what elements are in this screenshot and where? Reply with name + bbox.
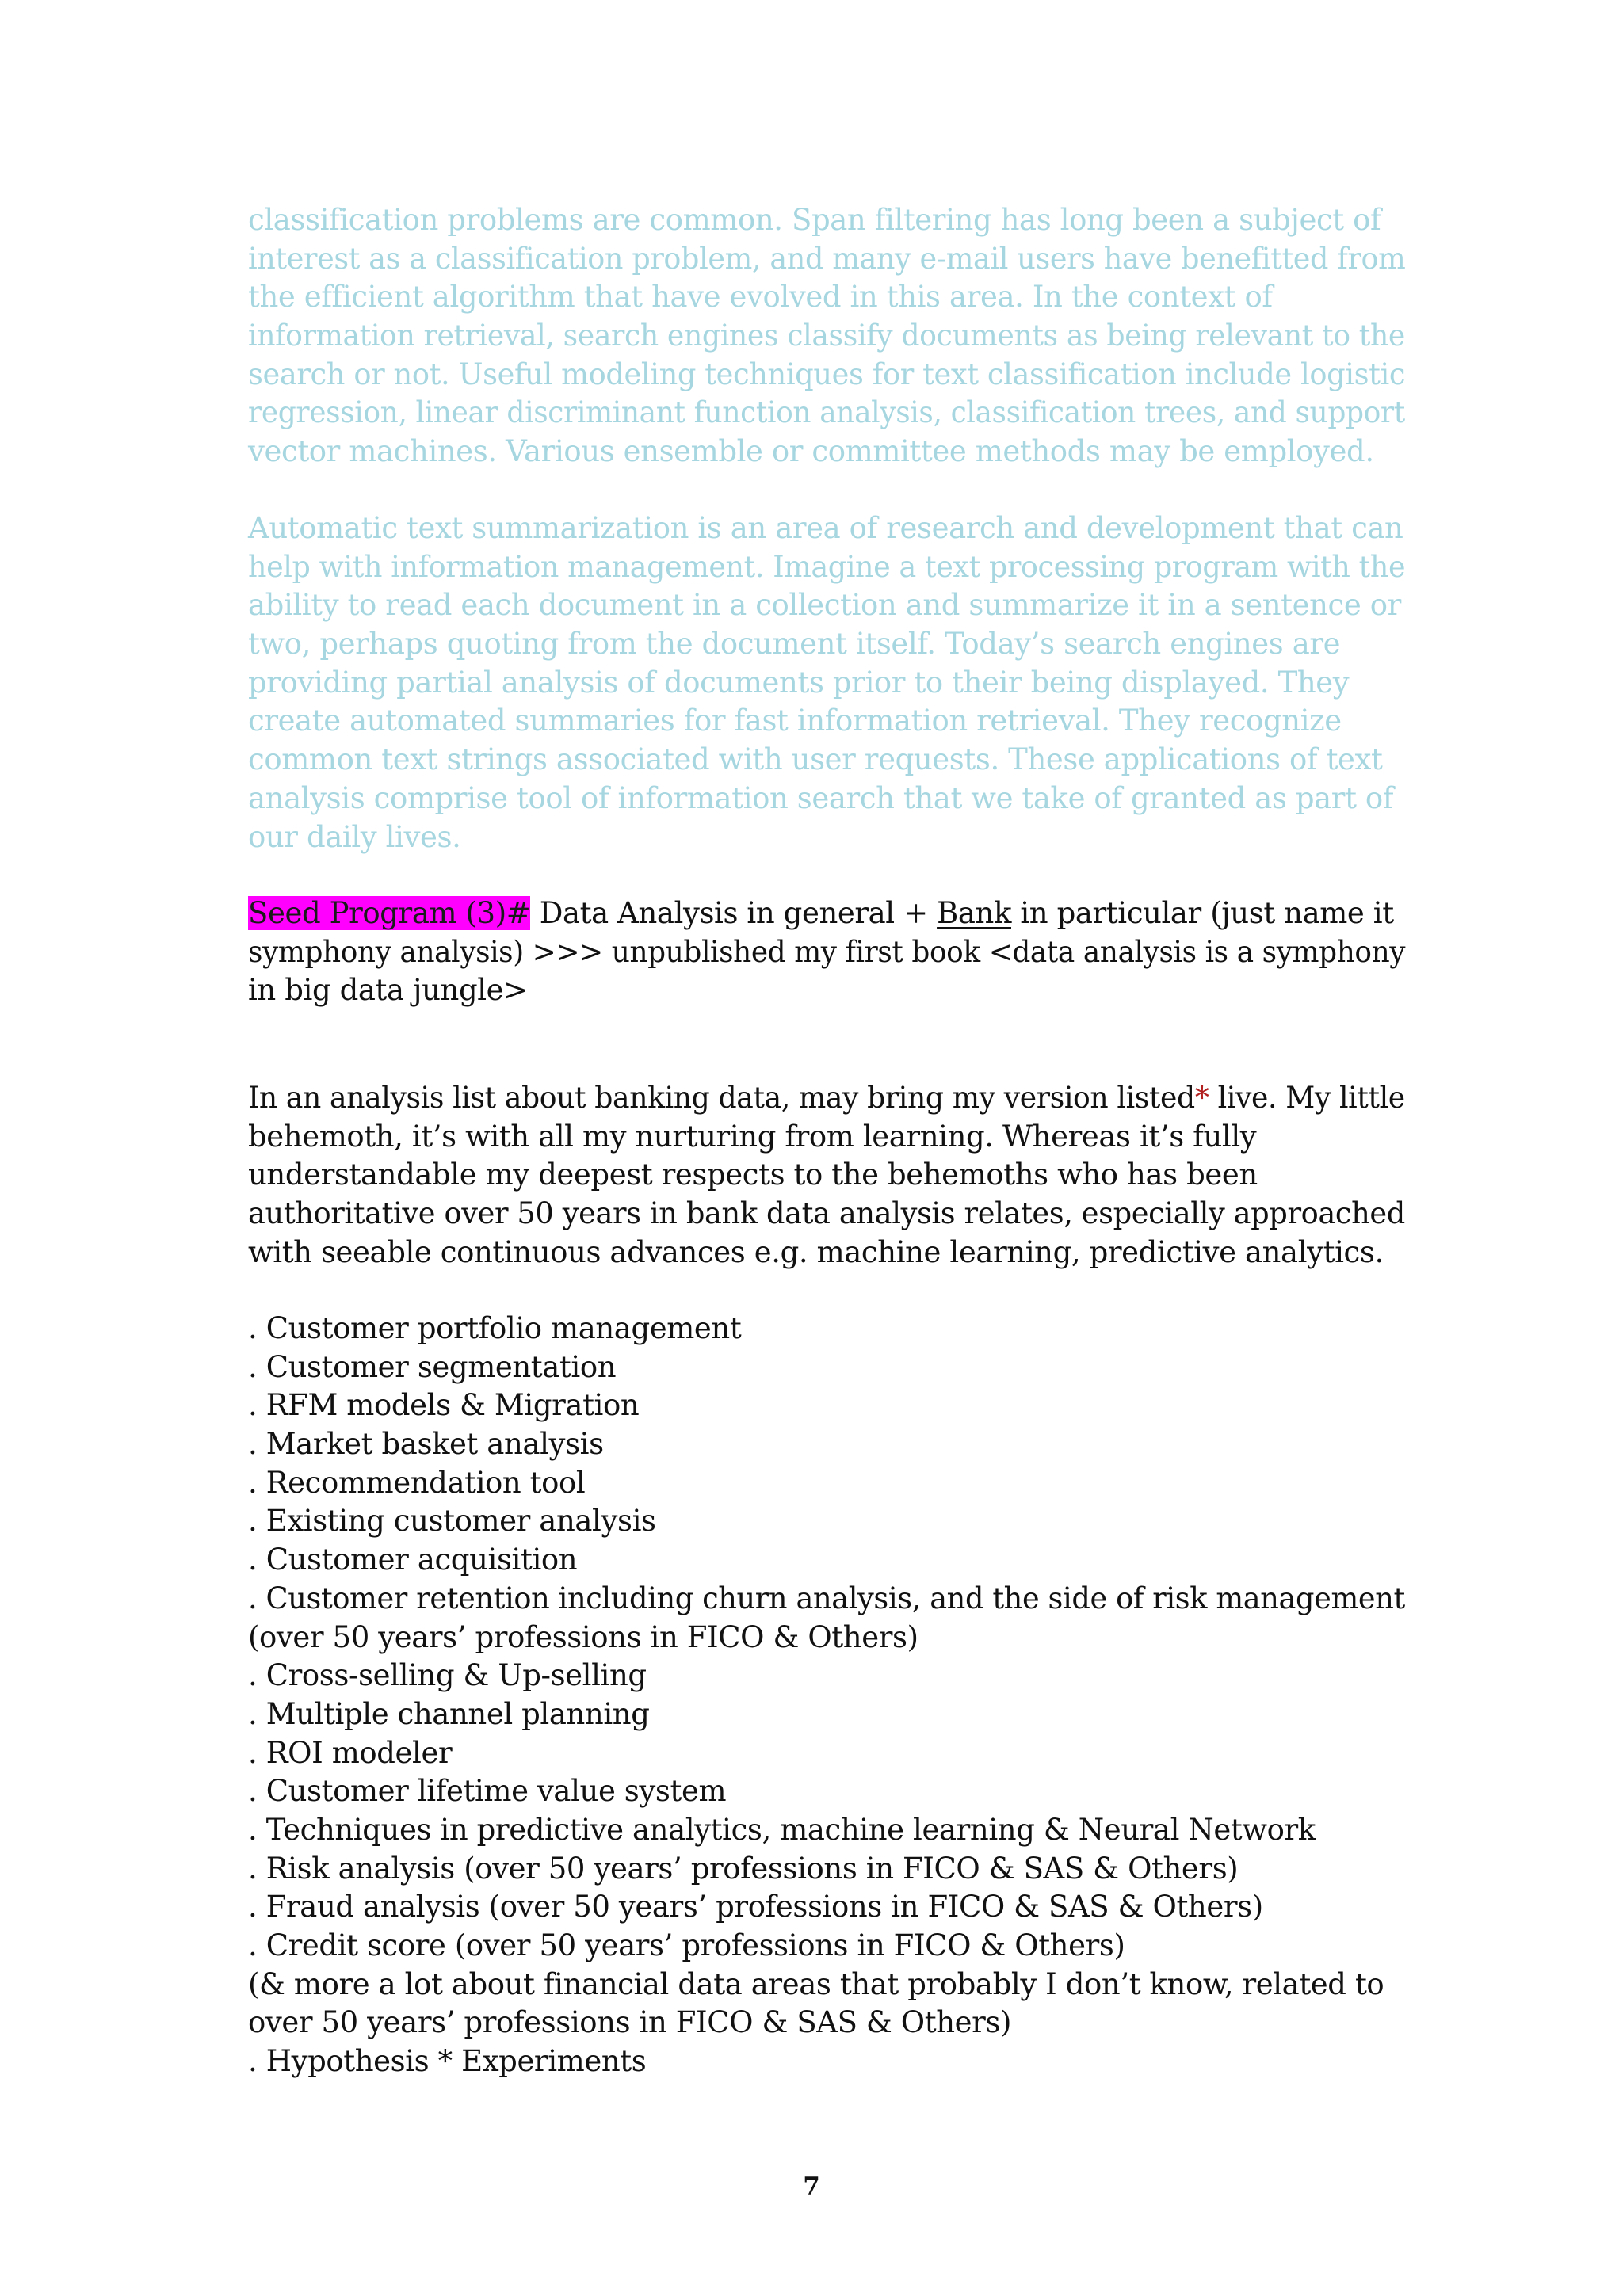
- seed-program-line: in big data jungle>: [248, 973, 528, 1008]
- list-item: . ROI modeler: [248, 1735, 453, 1770]
- seed-program-line: [248, 894, 1405, 933]
- intro-line: behemoth, it’s with all my nurturing from learning. Whereas it’s fully: [248, 1119, 1257, 1154]
- intro-line: authoritative over 50 years in bank data analysis relates, especially approached: [248, 1196, 1405, 1231]
- paragraph-line: create automated summaries for fast information retrieval. They recognize: [248, 704, 1342, 738]
- seed-program-text: Data Analysis in general +: [530, 896, 938, 930]
- list-item: . Customer segmentation: [248, 1349, 617, 1384]
- paragraph-line: information retrieval, search engines classify documents as being relevant to the: [248, 318, 1405, 353]
- paragraph-line: common text strings associated with user requests. These applications of text: [248, 742, 1383, 777]
- seed-program-line: symphony analysis) >>> unpublished my first book <data analysis is a symphony: [248, 934, 1406, 969]
- seed-program-paragraph: [248, 894, 1405, 1010]
- asterisk-mark: *: [1194, 1081, 1209, 1115]
- list-item: . Credit score (over 50 years’ professions in FICO & Others): [248, 1928, 1125, 1962]
- list-item: . Customer portfolio management: [248, 1311, 742, 1345]
- intro-line: [248, 1079, 1405, 1118]
- list-item: . Hypothesis * Experiments: [248, 2044, 647, 2079]
- page-number: 7: [803, 2172, 820, 2201]
- paragraph-line: providing partial analysis of documents prior to their being displayed. They: [248, 665, 1350, 700]
- paragraph-line: regression, linear discriminant function analysis, classification trees, and support: [248, 395, 1405, 430]
- paragraph-line: analysis comprise tool of information search that we take of granted as part of: [248, 780, 1394, 815]
- seed-program-highlight: Seed Program (3)#: [248, 896, 531, 930]
- paragraph-line: help with information management. Imagine a text processing program with the: [248, 549, 1406, 584]
- paragraph-line: the efficient algorithm that have evolved in this area. In the context of: [248, 280, 1273, 315]
- paragraph-line: two, perhaps quoting from the document itself. Today’s search engines are: [248, 627, 1341, 662]
- paragraph-line: search or not. Useful modeling techniques for text classification include logistic: [248, 357, 1406, 391]
- intro-text: live. My little: [1209, 1081, 1405, 1115]
- paragraph-line: our daily lives.: [248, 819, 461, 854]
- list-item: . Market basket analysis: [248, 1427, 604, 1462]
- bank-underlined-text: Bank: [937, 896, 1011, 930]
- paragraph-line: classification problems are common. Span filtering has long been a subject of: [248, 203, 1381, 237]
- list-item: . Cross-selling & Up-selling: [248, 1658, 647, 1693]
- list-item: (& more a lot about financial data areas that probably I don’t know, related to: [248, 1966, 1384, 2001]
- list-item: . RFM models & Migration: [248, 1388, 640, 1423]
- list-item: . Customer lifetime value system: [248, 1774, 727, 1809]
- list-item: . Customer retention including churn analysis, and the side of risk management: [248, 1581, 1405, 1615]
- intro-line: with seeable continuous advances e.g. machine learning, predictive analytics.: [248, 1234, 1384, 1269]
- list-item: . Fraud analysis (over 50 years’ professions in FICO & SAS & Others): [248, 1890, 1263, 1924]
- list-item: . Recommendation tool: [248, 1465, 586, 1500]
- paragraph-line: vector machines. Various ensemble or committee methods may be employed.: [248, 434, 1374, 469]
- classification-paragraph: [248, 201, 1405, 471]
- banking-analysis-list: [248, 1310, 1405, 2081]
- list-item: . Customer acquisition: [248, 1543, 578, 1577]
- list-item: . Multiple channel planning: [248, 1696, 650, 1731]
- paragraph-line: Automatic text summarization is an area of research and development that can: [248, 511, 1403, 545]
- intro-paragraph: [248, 1079, 1405, 1272]
- paragraph-line: interest as a classification problem, and many e-mail users have benefitted from: [248, 241, 1406, 276]
- list-item: . Existing customer analysis: [248, 1504, 656, 1539]
- list-item: (over 50 years’ professions in FICO & Others): [248, 1619, 918, 1654]
- paragraph-line: ability to read each document in a collection and summarize it in a sentence or: [248, 588, 1401, 623]
- list-item: over 50 years’ professions in FICO & SAS & Others): [248, 2005, 1012, 2040]
- list-item: . Risk analysis (over 50 years’ professions in FICO & SAS & Others): [248, 1851, 1239, 1886]
- intro-line: understandable my deepest respects to the behemoths who has been: [248, 1158, 1258, 1192]
- intro-text: In an analysis list about banking data, may bring my version listed: [248, 1081, 1195, 1115]
- summarization-paragraph: [248, 509, 1405, 856]
- seed-program-text: in particular (just name it: [1010, 896, 1394, 930]
- list-item: . Techniques in predictive analytics, machine learning & Neural Network: [248, 1812, 1316, 1847]
